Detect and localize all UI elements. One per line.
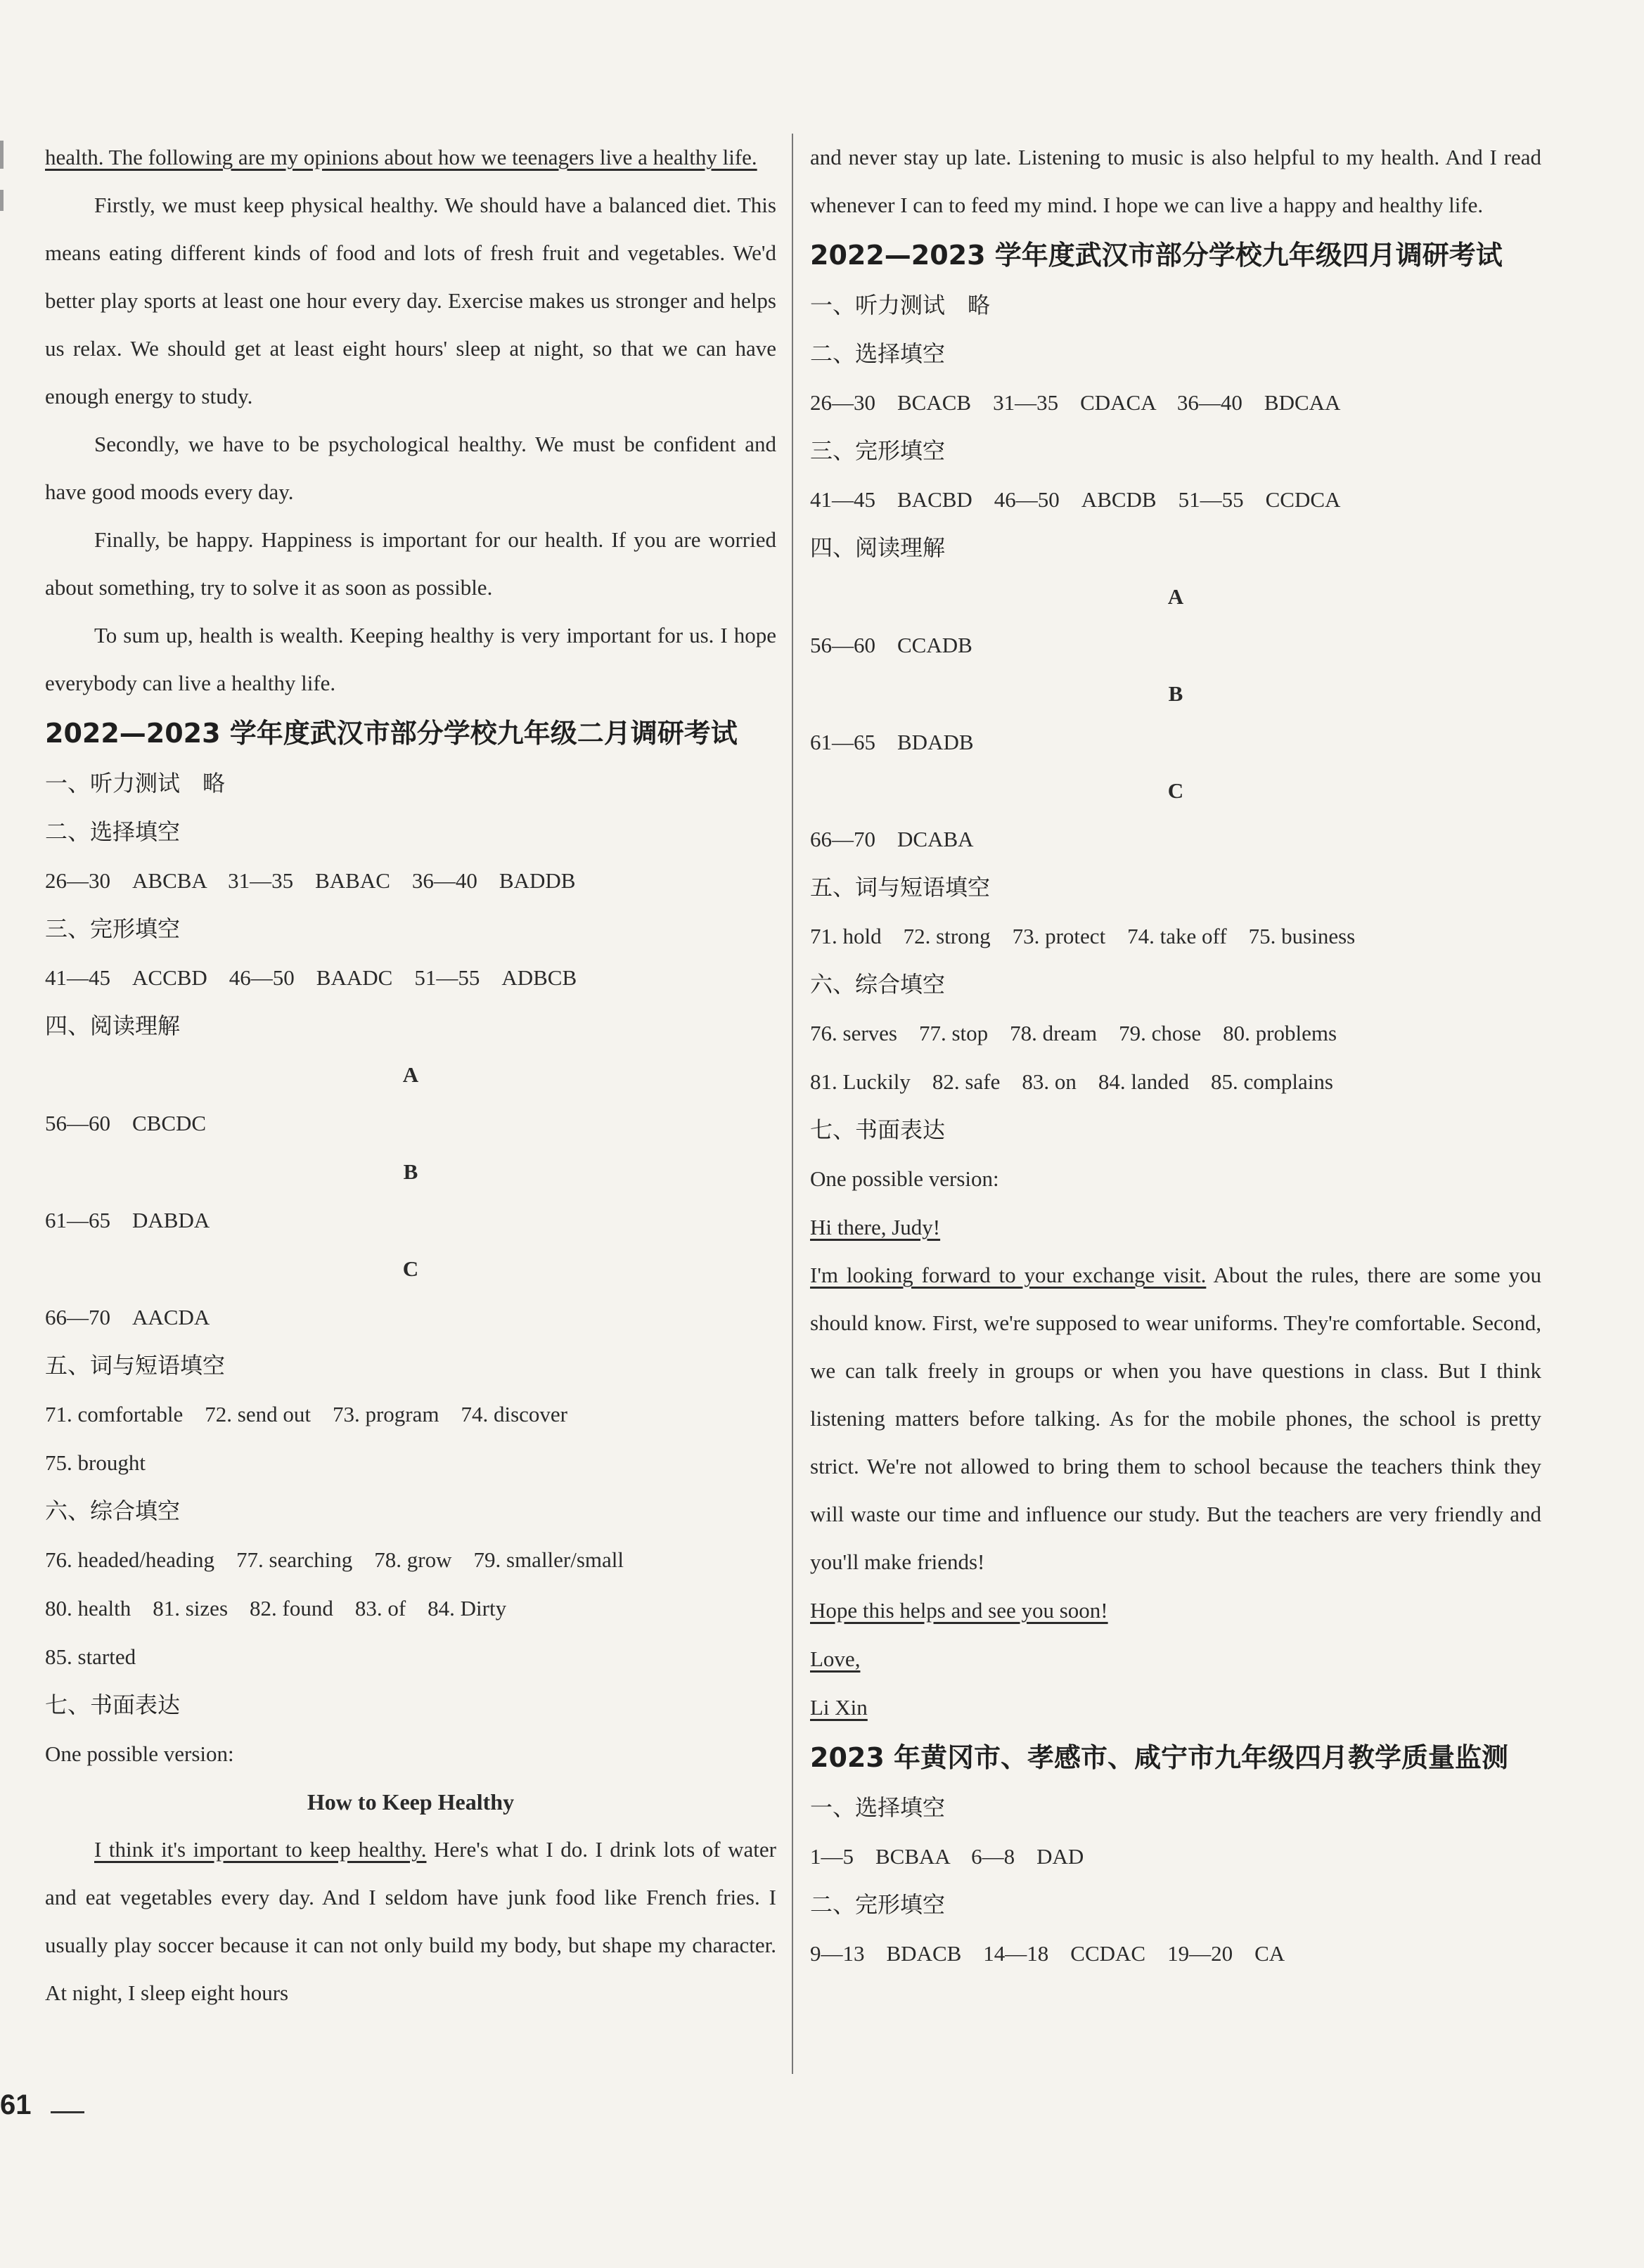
section-heading: 五、词与短语填空	[45, 1352, 226, 1379]
answer-line: 26—30 ABCBA 31—35 BABAC 36—40 BADDB	[45, 868, 576, 893]
essay-paragraph: health. The following are my opinions about how we teenagers live a healthy life.	[45, 145, 757, 169]
answer-line: 61—65 DABDA	[45, 1208, 210, 1232]
exam-title: 2023 年黄冈市、孝感市、咸宁市九年级四月教学质量监测	[810, 1742, 1508, 1773]
answer-line: 26—30 BCACB 31—35 CDACA 36—40 BDCAA	[810, 390, 1341, 415]
section-heading: 七、书面表达	[810, 1116, 946, 1143]
section-heading: 二、完形填空	[810, 1891, 946, 1918]
section-heading: 五、词与短语填空	[810, 874, 991, 901]
essay-paragraph: Firstly, we must keep physical healthy. We should have a balanced diet. This means eating different kinds of food and lots of fresh fruit and vegetables. We'd better play sports at least one hour every day. Exercise makes us stronger and helps us relax. We should get at least eight hours' sleep at night, so that we can have enough energy to study.	[45, 193, 776, 408]
letter-greeting: Hi there, Judy!	[810, 1215, 941, 1239]
answer-line: 56—60 CBCDC	[45, 1111, 207, 1135]
letter-signature: Li Xin	[810, 1695, 868, 1720]
answer-line: 56—60 CCADB	[810, 633, 972, 657]
section-heading: 四、阅读理解	[810, 534, 946, 561]
answer-line: 71. hold 72. strong 73. protect 74. take off 75. business	[810, 924, 1356, 948]
right-column	[810, 134, 1541, 1978]
essay-paragraph	[45, 1826, 776, 2017]
passage-label: A	[1167, 584, 1184, 609]
page-number-dash	[51, 2111, 84, 2113]
answer-line: 76. serves 77. stop 78. dream 79. chose 80. problems	[810, 1021, 1337, 1045]
section-heading: 四、阅读理解	[45, 1012, 181, 1039]
section-heading: 一、听力测试 略	[45, 770, 226, 797]
answer-line: 41—45 ACCBD 46—50 BAADC 51—55 ADBCB	[45, 965, 577, 990]
essay-paragraph: To sum up, health is wealth. Keeping healthy is very important for us. I hope everybody can live a healthy life.	[45, 623, 776, 695]
answer-line: 66—70 AACDA	[45, 1305, 210, 1329]
essay-paragraph: Secondly, we have to be psychological healthy. We must be confident and have good moods every day.	[45, 432, 776, 504]
essay-paragraph: and never stay up late. Listening to music is also helpful to my health. And I read whenever I can to feed my mind. I hope we can live a happy and healthy life.	[810, 145, 1541, 217]
passage-label: C	[1167, 778, 1184, 803]
letter-text: About the rules, there are some you should know. First, we're supposed to wear uniforms. They're comfortable. Second, we can talk freely in groups or when you have questions in class. But I think listening matters before talking. As for the mobile phones, the school is pretty strict. We're not allowed to bring them to school because the teachers think they will waste our time and influence our study. But the teachers are very friendly and you'll make friends!	[810, 1263, 1541, 1574]
version-label: One possible version:	[45, 1741, 234, 1766]
section-heading: 七、书面表达	[45, 1692, 181, 1718]
topic-sentence: I'm looking forward to your exchange visit.	[810, 1263, 1207, 1287]
passage-label: B	[403, 1159, 418, 1184]
answer-line: 81. Luckily 82. safe 83. on 84. landed 85. complains	[810, 1069, 1333, 1094]
answer-line: 85. started	[45, 1644, 136, 1669]
answer-line: 76. headed/heading 77. searching 78. grow 79. smaller/small	[45, 1547, 624, 1572]
binding-edge-mark	[0, 141, 4, 169]
answer-line: 66—70 DCABA	[810, 827, 974, 851]
section-heading: 六、综合填空	[45, 1497, 181, 1524]
answer-line: 61—65 BDADB	[810, 730, 974, 754]
section-heading: 六、综合填空	[810, 971, 946, 998]
letter-signoff: Love,	[810, 1647, 861, 1671]
binding-edge-mark	[0, 190, 4, 211]
answer-line: 75. brought	[45, 1450, 146, 1475]
essay-title: How to Keep Healthy	[307, 1789, 515, 1815]
letter-closing: Hope this helps and see you soon!	[810, 1598, 1108, 1623]
section-heading: 二、选择填空	[45, 818, 181, 845]
answer-line: 71. comfortable 72. send out 73. program 74. discover	[45, 1402, 567, 1426]
answer-line: 9—13 BDACB 14—18 CCDAC 19—20 CA	[810, 1941, 1285, 1966]
exam-title: 2022—2023 学年度武汉市部分学校九年级二月调研考试	[45, 718, 738, 749]
section-heading: 三、完形填空	[810, 437, 946, 464]
answer-line: 41—45 BACBD 46—50 ABCDB 51—55 CCDCA	[810, 487, 1341, 512]
section-heading: 三、完形填空	[45, 915, 181, 942]
topic-sentence: I think it's important to keep healthy.	[94, 1837, 427, 1862]
column-divider	[792, 134, 793, 2074]
exam-title: 2022—2023 学年度武汉市部分学校九年级四月调研考试	[810, 240, 1503, 271]
section-heading: 一、选择填空	[810, 1794, 946, 1821]
essay-paragraph: Finally, be happy. Happiness is important for our health. If you are worried about something, try to solve it as soon as possible.	[45, 527, 776, 600]
passage-label: B	[1168, 681, 1183, 706]
letter-body	[810, 1251, 1541, 1586]
page-number: 61	[0, 2089, 32, 2120]
left-column	[45, 134, 776, 2017]
passage-label: C	[402, 1256, 419, 1281]
section-heading: 一、听力测试 略	[810, 292, 991, 318]
answer-line: 1—5 BCBAA 6—8 DAD	[810, 1844, 1084, 1869]
essay-text: Here's what I do. I drink lots of water and eat vegetables every day. And I seldom have junk food like French fries. I usually play soccer because it can not only build my body, but shape my character. At night, I sleep eight hours	[45, 1837, 776, 2005]
answer-line: 80. health 81. sizes 82. found 83. of 84. Dirty	[45, 1596, 507, 1621]
section-heading: 二、选择填空	[810, 340, 946, 367]
version-label: One possible version:	[810, 1166, 999, 1191]
passage-label: A	[402, 1062, 419, 1087]
